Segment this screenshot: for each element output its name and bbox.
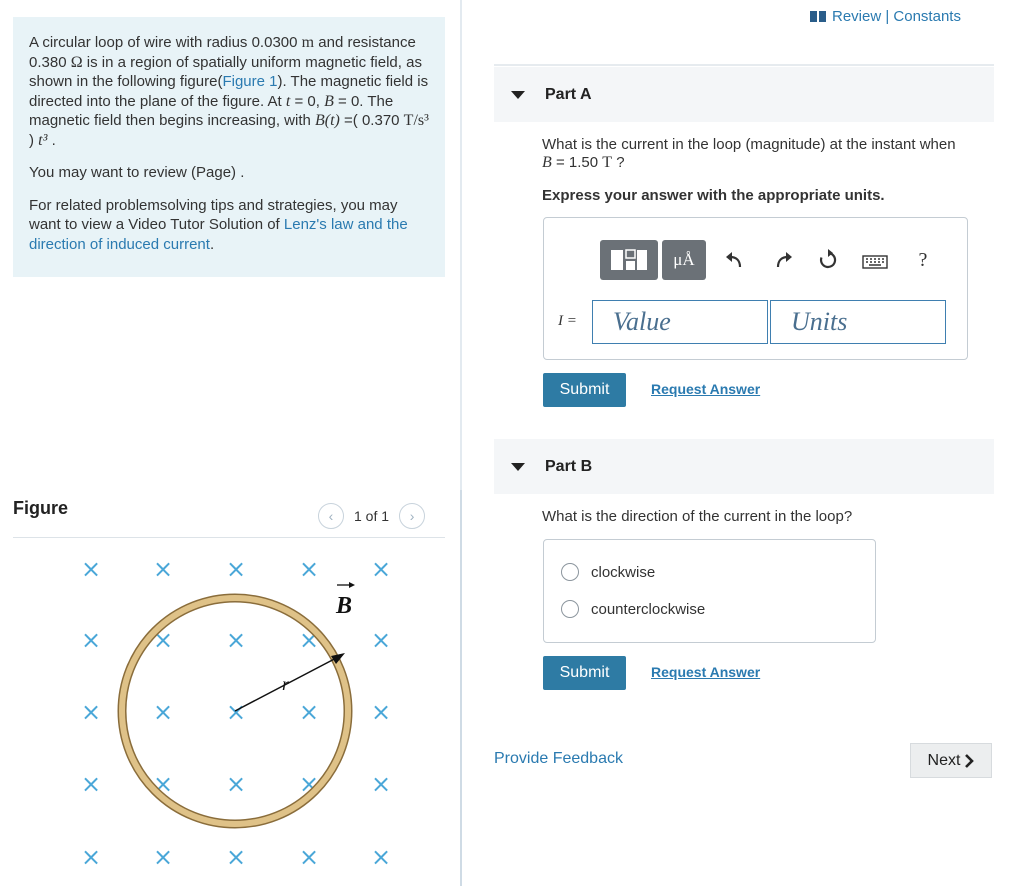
answer-box <box>543 217 968 360</box>
caret-down-icon <box>511 91 525 99</box>
part-b-header[interactable]: Part B <box>494 439 994 494</box>
part-a-request-answer-link[interactable]: Request Answer <box>651 381 761 397</box>
field-into-page-marker: × <box>152 843 174 871</box>
video-tutor-link[interactable]: Lenz's law and the direction of induced current <box>29 216 408 253</box>
field-into-page-marker: × <box>225 698 247 726</box>
problem-paragraph-1: A circular loop of wire with radius 0.0300 m and resistance 0.380 Ω is in a region of spatially uniform magnetic field, as shown in the following figure(Figure 1). The magnetic field is directed into the plane of the figure. At t = 0, B = 0. The magnetic field then begins increasing, with B(t) =( 0.370 T/s³ ) t³ . <box>29 34 429 149</box>
figure-link[interactable]: Figure 1 <box>222 73 278 90</box>
part-a-question: What is the current in the loop (magnitude) at the instant when B = 1.50 T ? <box>542 136 956 171</box>
part-b-request-answer-link[interactable]: Request Answer <box>651 664 761 680</box>
pane-divider-lower <box>460 490 462 886</box>
field-label: B <box>336 593 353 619</box>
radio-button[interactable] <box>561 600 579 618</box>
undo-icon[interactable] <box>722 248 746 272</box>
field-into-page-marker: × <box>370 843 392 871</box>
field-into-page-marker: × <box>152 698 174 726</box>
field-into-page-marker: × <box>225 626 247 654</box>
part-b-question: What is the direction of the current in the loop? <box>542 508 853 525</box>
book-icon <box>810 11 826 22</box>
review-page-text: You may want to review (Page) . <box>29 164 245 181</box>
option-counterclockwise[interactable]: counterclockwise <box>561 600 705 618</box>
part-a-instruction: Express your answer with the appropriate units. <box>542 187 885 204</box>
redo-icon[interactable] <box>772 248 796 272</box>
field-into-page-marker: × <box>80 626 102 654</box>
field-into-page-marker: × <box>225 843 247 871</box>
field-into-page-marker: × <box>370 626 392 654</box>
option-clockwise[interactable]: clockwise <box>561 563 655 581</box>
review-constants-link[interactable]: Review | Constants <box>810 8 961 25</box>
figure-page-count: 1 of 1 <box>354 508 390 524</box>
figure-rule <box>13 537 445 538</box>
next-button[interactable]: Next <box>910 743 992 778</box>
chevron-right-icon[interactable]: › <box>399 503 425 529</box>
vector-arrow-tip <box>349 582 355 588</box>
field-into-page-marker: × <box>152 626 174 654</box>
field-into-page-marker: × <box>225 770 247 798</box>
help-icon[interactable]: ? <box>918 248 928 271</box>
template-icon <box>609 248 649 272</box>
current-variable-label: I = <box>558 313 577 329</box>
part-a-submit-button[interactable]: Submit <box>543 373 626 407</box>
fraction-template-button[interactable] <box>600 240 658 280</box>
keyboard-icon[interactable] <box>862 250 888 274</box>
field-into-page-marker: × <box>370 698 392 726</box>
field-into-page-marker: × <box>298 698 320 726</box>
chevron-left-icon[interactable]: ‹ <box>318 503 344 529</box>
choice-box <box>543 539 876 643</box>
field-into-page-marker: × <box>80 770 102 798</box>
problem-statement <box>13 17 445 277</box>
field-into-page-marker: × <box>370 770 392 798</box>
radius-label: r <box>282 674 290 694</box>
field-into-page-marker: × <box>225 555 247 583</box>
magnetic-field-figure <box>60 545 410 875</box>
units-input[interactable] <box>770 300 946 344</box>
field-into-page-marker: × <box>152 555 174 583</box>
field-into-page-marker: × <box>80 698 102 726</box>
part-a-header[interactable]: Part A <box>494 67 994 122</box>
reset-icon[interactable] <box>816 248 840 272</box>
field-into-page-marker: × <box>370 555 392 583</box>
field-into-page-marker: × <box>80 843 102 871</box>
problem-paragraph-3: For related problemsolving tips and strategies, you may want to view a Video Tutor Solution of Lenz's law and the direction of induced current. <box>29 196 408 253</box>
caret-down-icon <box>511 463 525 471</box>
field-into-page-marker: × <box>298 770 320 798</box>
provide-feedback-link[interactable]: Provide Feedback <box>494 750 623 767</box>
field-into-page-marker: × <box>298 626 320 654</box>
part-b-submit-button[interactable]: Submit <box>543 656 626 690</box>
field-into-page-marker: × <box>80 555 102 583</box>
chevron-right-icon <box>964 754 974 768</box>
field-into-page-marker: × <box>152 770 174 798</box>
field-into-page-marker: × <box>298 555 320 583</box>
value-input[interactable] <box>592 300 768 344</box>
radio-button[interactable] <box>561 563 579 581</box>
header-rule <box>494 64 994 66</box>
figure-title: Figure <box>13 498 69 518</box>
field-into-page-marker: × <box>298 843 320 871</box>
figure-pager <box>318 502 425 530</box>
units-template-button[interactable]: μÅ <box>662 240 706 280</box>
